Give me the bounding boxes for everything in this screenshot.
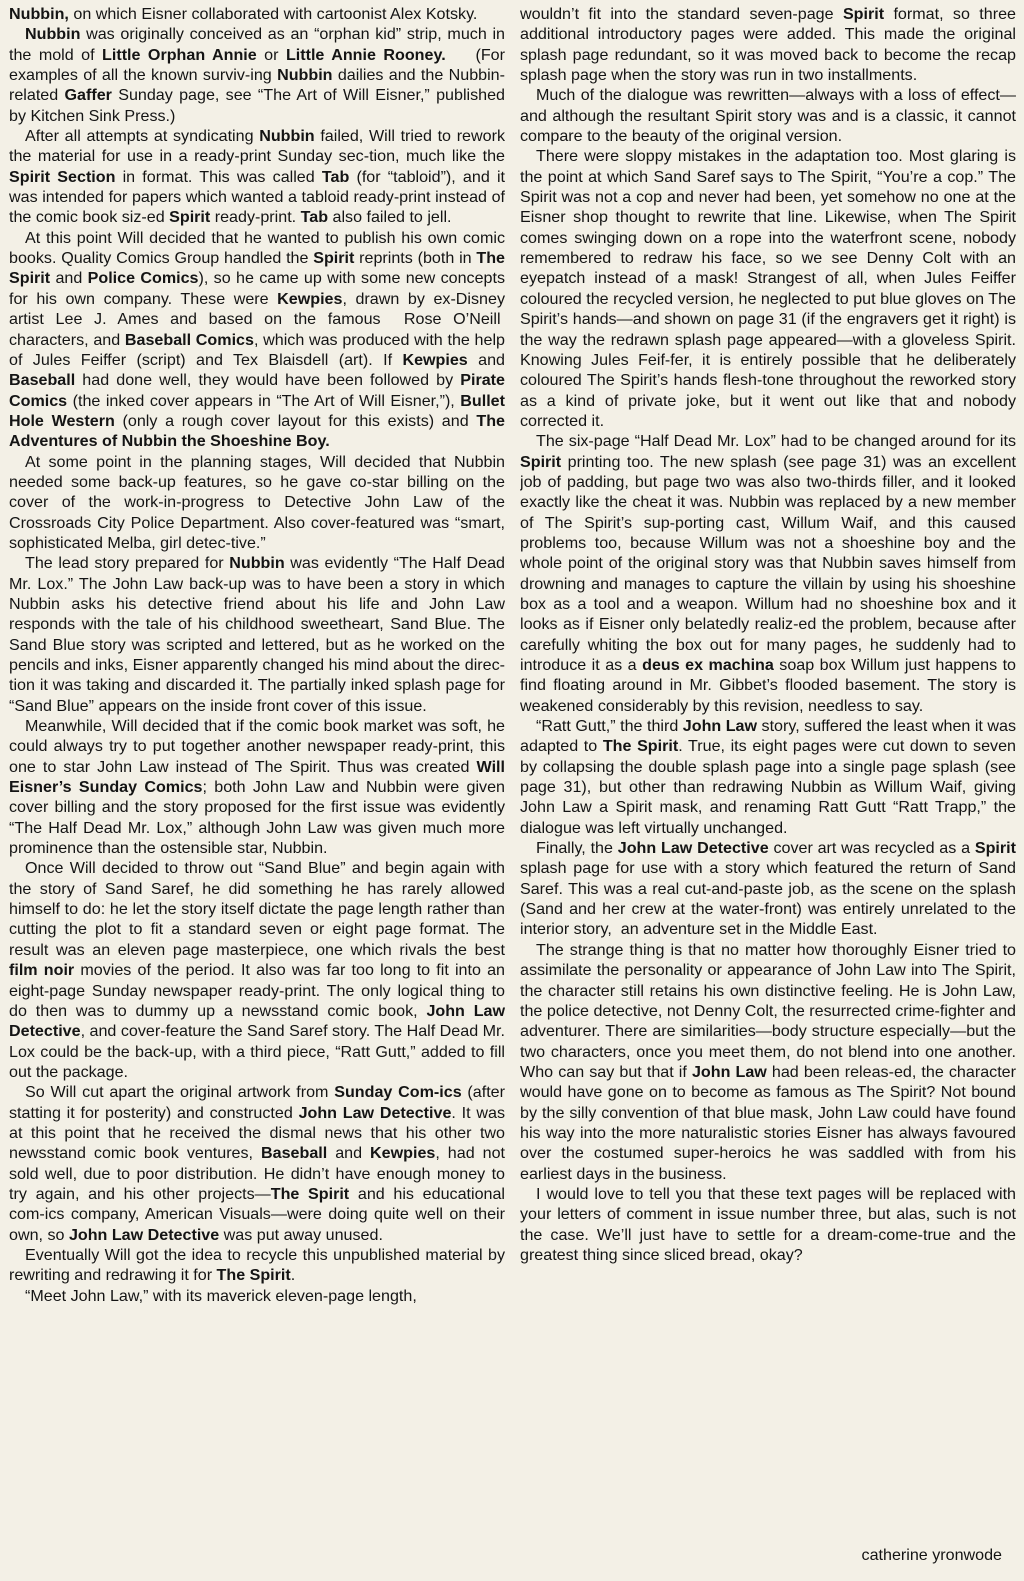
right-column	[520, 4, 1016, 1544]
paragraph: “Ratt Gutt,” the third John Law story, suffered the least when it was adapted to The Spirit. True, its eight pages were cut down to seven by collapsing the double splash page into a single page splash (see page 31), but other than redrawing Nubbin as Willum Waif, giving John Law a Spirit mask, and renaming Ratt Gutt “Ratt Trapp,” the dialogue was left virtually unchanged.	[520, 717, 1016, 837]
paragraph: Meanwhile, Will decided that if the comic book market was soft, he could always try to put together another newspaper ready-print, this one to star John Law instead of The Spirit. Thus was created Will Eisner’s Sunday Comics; both John Law and Nubbin were given cover billing and the story proposed for the first issue was evidently “The Half Dead Mr. Lox,” although John Law was given much more prominence than the ostensible star, Nubbin.	[9, 717, 505, 858]
paragraph: There were sloppy mistakes in the adaptation too. Most glaring is the point at which Sand Saref says to The Spirit, “You’re a cop.” The Spirit was not a cop and never had been, yet somehow no one at the Eisner shop thought to rewrite that line. Likewise, when The Spirit comes swinging down on a rope into the waterfront scene, nobody remembered to redraw his face, so we see Denny Colt with an eyepatch instead of a mask! Strangest of all, when Jules Feiffer coloured the recycled version, he neglected to put blue gloves on The Spirit’s hands—and shown on page 31 (if the engravers get it right) is the way the redrawn splash page appeared—with a gloveless Spirit. Knowing Jules Feif-fer, it is entirely possible that he deliberately coloured The Spirit’s hands flesh-tone throughout the reworked story as a kind of private joke, but it went out like that and nobody corrected it.	[520, 147, 1016, 430]
paragraph: At this point Will decided that he wanted to publish his own comic books. Quality Comics Group handled the Spirit reprints (both in The Spirit and Police Comics), so he came up with some new concepts for his own company. These were Kewpies, drawn by ex-Disney artist Lee J. Ames and based on the famous Rose O’Neill characters, and Baseball Comics, which was produced with the help of Jules Feiffer (script) and Tex Blaisdell (art). If Kewpies and Baseball had done well, they would have been followed by Pirate Comics (the inked cover appears in “The Art of Will Eisner,”), Bullet Hole Western (only a rough cover layout for this exists) and The Adventures of Nubbin the Shoeshine Boy.	[9, 228, 505, 451]
paragraph: wouldn’t fit into the standard seven-page Spirit format, so three additional introductory pages were added. This made the original splash page redundant, so it was moved back to become the recap splash page when the story was run in two installments.	[520, 5, 1016, 85]
paragraph: “Meet John Law,” with its maverick eleven-page length,	[25, 1286, 417, 1305]
paragraph: Finally, the John Law Detective cover art was recycled as a Spirit splash page for use with a story which featured the return of Sand Saref. This was a real cut-and-paste job, as the scene on the splash (Sand and her crew at the water-front) was entirely unrelated to the interior story, an adventure set in the Middle East.	[520, 839, 1016, 939]
paragraph: The lead story prepared for Nubbin was evidently “The Half Dead Mr. Lox.” The John Law back-up was to have been a story in which Nubbin asks his detective friend about his life and John Law responds with the tale of his childhood sweetheart, Sand Blue. The Sand Blue story was scripted and lettered, but as he worked on the pencils and inks, Eisner apparently changed his mind about the direc-tion it was taking and discarded it. The partially inked splash page for “Sand Blue” appears on the inside front cover of this issue.	[9, 554, 505, 715]
left-column	[9, 4, 505, 1544]
article-columns	[9, 4, 1016, 1544]
paragraph: At some point in the planning stages, Will decided that Nubbin needed some back-up features, so he gave co-star billing on the cover of the work-in-progress to Detective John Law of the Crossroads City Police Department. Also cover-featured was “smart, sophisticated Melba, girl detec-tive.”	[9, 452, 505, 552]
paragraph: Once Will decided to throw out “Sand Blue” and begin again with the story of Sand Saref, he did something he has rarely allowed himself to do: he let the story itself dictate the page length rather than cutting the plot to fit a standard seven or eight page format. The result was an eleven page masterpiece, one which rivals the best film noir movies of the period. It also was far too long to fit into an eight-page Sunday newspaper ready-print. The only logical thing to do then was to dummy up a newsstand comic book, John Law Detective, and cover-feature the Sand Saref story. The Half Dead Mr. Lox could be the back-up, with a third piece, “Ratt Gutt,” added to fill out the package.	[9, 859, 505, 1081]
paragraph: Eventually Will got the idea to recycle this unpublished material by rewriting and redrawing it for The Spirit.	[9, 1245, 505, 1285]
paragraph: Much of the dialogue was rewritten—always with a loss of effect—and although the resultant Spirit story was and is a classic, it cannot compare to the beauty of the original version.	[520, 86, 1016, 146]
paragraph: Nubbin, on which Eisner collaborated with cartoonist Alex Kotsky.	[9, 5, 478, 23]
author-signature: catherine yronwode	[861, 1546, 1002, 1564]
paragraph: After all attempts at syndicating Nubbin failed, Will tried to rework the material for use in a ready-print Sunday sec-tion, much like the Spirit Section in format. This was called Tab (for “tabloid”), and it was intended for papers which wanted a tabloid ready-print instead of the comic book siz-ed Spirit ready-print. Tab also failed to jell.	[9, 127, 505, 227]
paragraph: Nubbin was originally conceived as an “orphan kid” strip, much in the mold of Little Orphan Annie or Little Annie Rooney. (For examples of all the known surviv-ing Nubbin dailies and the Nubbin-related Gaffer Sunday page, see “The Art of Will Eisner,” published by Kitchen Sink Press.)	[9, 25, 505, 125]
paragraph: So Will cut apart the original artwork from Sunday Com-ics (after statting it for posterity) and constructed John Law Detective. It was at this point that he received the dismal news that his other two newsstand comic book ventures, Baseball and Kewpies, had not sold well, due to poor distribution. He didn’t have enough money to try again, and his other projects—The Spirit and his educational com-ics company, American Visuals—were doing quite well on their own, so John Law Detective was put away unused.	[9, 1083, 505, 1244]
paragraph: I would love to tell you that these text pages will be replaced with your letters of comment in issue number three, but alas, such is not the case. We’ll just have to settle for a dream-come-true and the greatest thing since sliced bread, okay?	[520, 1184, 1016, 1264]
paragraph: The six-page “Half Dead Mr. Lox” had to be changed around for its Spirit printing too. The new splash (see page 31) was an excellent job of padding, but page two was also two-thirds filler, and it looked exactly like the cheat it was. Nubbin was replaced by a new member of The Spirit’s sup-porting cast, Willum Waif, and this caused problems too, because Willum was not a shoeshine boy and the whole point of the original story was that Nubbin saves himself from drowning and manages to capture the villain by using his shoeshine box as a tool and a weapon. Willum had no shoeshine box and it looks as if Eisner only belatedly realiz-ed the problem, because after carefully whiting the box out for many pages, he suddenly had to introduce it as a deus ex machina soap box Willum just happens to find floating around in Mr. Gibbet’s flooded basement. The story is weakened considerably by this revision, needless to say.	[520, 432, 1016, 715]
paragraph: The strange thing is that no matter how thoroughly Eisner tried to assimilate the personality or appearance of John Law into The Spirit, the character still retains his own distinctive feeling. He is John Law, the police detective, not Denny Colt, the resurrected crime-fighter and adventurer. There are similarities—body structure especially—but the two characters, once you meet them, do not blend into one another. Who can say but that if John Law had been releas-ed, the character would have gone on to become as famous as The Spirit? Not bound by the silly convention of that blue mask, John Law could have found his way into the more naturalistic stories Eisner has always favoured over the costumed super-heroics he was saddled with from his earliest days in the business.	[520, 940, 1016, 1183]
